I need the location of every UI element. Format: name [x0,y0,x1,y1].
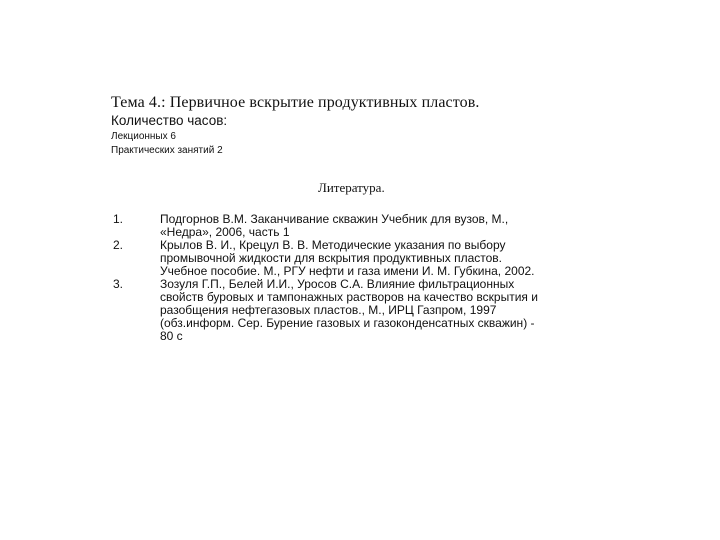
literature-heading: Литература. [318,180,385,195]
lecture-hours: Лекционных 6 [111,131,176,142]
reference-item [113,239,620,278]
reference-line: Зозуля Г.П., Белей И.И., Уросов С.А. Влияние фильтрационных [160,277,515,291]
reference-list [113,213,620,343]
hours-label: Количество часов: [111,113,228,128]
reference-line: свойств буровых и тампонажных растворов на качество вскрытия и [160,290,538,304]
reference-line: 80 с [160,329,183,343]
topic-title: Тема 4.: Первичное вскрытие продуктивных пластов. [111,94,480,111]
reference-number: 1. [113,212,124,226]
reference-text [160,213,620,239]
reference-line: Учебное пособие. М., РГУ нефти и газа имени И. М. Губкина, 2002. [160,264,535,278]
reference-line: Подгорнов В.М. Заканчивание скважин Учебник для вузов, М., [160,212,509,226]
reference-number: 2. [113,238,124,252]
reference-text [160,239,620,278]
reference-line: (обз.информ. Сер. Бурение газовых и газоконденсатных скважин) - [160,316,535,330]
reference-line: промывочной жидкости для вскрытия продуктивных пластов. [160,251,502,265]
reference-line: «Недра», 2006, часть 1 [160,225,290,239]
reference-line: Крылов В. И., Крецул В. В. Методические указания по выбору [160,238,506,252]
reference-number: 3. [113,277,124,291]
reference-line: разобщения нефтегазовых пластов., М., ИРЦ Газпром, 1997 [160,303,497,317]
reference-text [160,278,620,343]
practice-hours: Практических занятий 2 [111,145,223,156]
reference-item [113,213,620,239]
reference-item [113,278,620,343]
